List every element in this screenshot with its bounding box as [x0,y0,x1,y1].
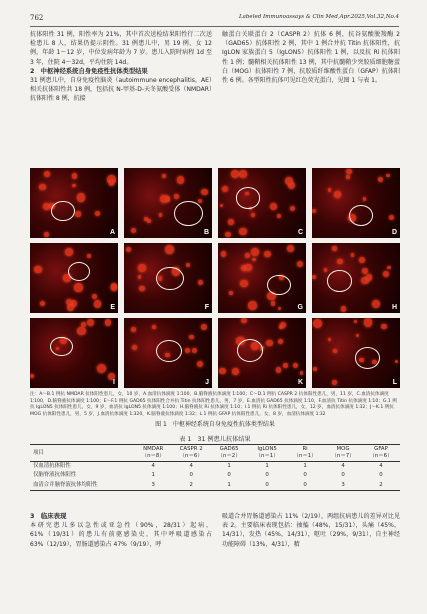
header-count: （n＝8） [141,453,165,459]
fluorescent-cell [278,339,284,345]
fluorescent-cell [138,275,142,279]
fluorescent-cell [245,264,252,271]
highlight-circle [156,340,182,363]
table-cell: 0 [303,481,307,488]
fluorescent-cell [395,360,398,363]
fluorescent-cell [97,364,106,373]
table-header-cell [210,445,248,462]
fluorescent-cell [228,219,234,225]
fluorescent-cell [72,184,75,187]
header-label: IgLON5 [257,446,277,452]
table-cell: 0 [189,472,193,479]
fluorescent-cell [313,319,322,328]
fluorescent-cell [138,264,146,272]
right-column [222,30,400,85]
table-header-cell [286,445,324,462]
paragraph: 31 例患儿中，自身免疫性脑炎（autoimmune encephalitis，AE）相关抗体阳性共 18 例，包括抗 N-甲基-D-天冬氨酸受体（NMDAR）抗体阳性 8 例，抗接 [30,77,212,103]
table-header-cell [172,445,210,462]
table-cell: 0 [265,481,269,488]
panel-label: D [391,229,397,236]
figure-panel-l [312,318,400,388]
panel-label: J [205,379,209,386]
paragraph: 本研究患儿多以急性或亚急性（90%，28/31）起病，61%（19/31）的患儿有前驱感染史，其中呼吸道感染占 63%（12/19），胃肠道感染占 47%（9/19），呼 [30,522,212,548]
fluorescent-cell [251,213,255,217]
fluorescent-cell [201,189,208,196]
panel-label: A [109,229,115,236]
fluorescent-cell [105,319,111,325]
figure-panel-d [312,168,400,238]
panel-label: B [203,229,209,236]
table-cell: 1 [227,481,231,488]
fluorescent-cell [219,368,225,374]
table-cell: 0 [379,472,383,479]
panel-label: H [391,304,397,311]
figure-panel-c [218,168,306,238]
header-label: Ri [302,446,308,452]
fluorescent-cell [381,324,386,329]
highlight-circle [327,270,352,291]
fluorescent-cell [174,194,178,198]
table-cell: 4 [189,463,193,469]
fluorescent-cell [189,335,194,340]
header-label: NMDAR [143,446,164,452]
figure-panel-k [218,318,306,388]
header-label: CASPR 2 [179,446,203,452]
fluorescent-cell [363,197,366,200]
fluorescent-cell [222,186,228,192]
fluorescent-cell [147,219,151,223]
figure-panel-e [30,243,118,313]
fluorescent-cell [198,280,204,286]
table-header-cell [324,445,362,462]
highlight-circle [236,187,261,208]
fluorescent-cell [201,324,207,330]
fluorescent-cell [386,174,389,177]
highlight-circle [349,205,373,226]
fluorescent-cell [248,301,257,310]
table-cell: 4 [151,463,155,469]
fluorescent-cell [264,251,270,257]
table-row [30,471,400,480]
fluorescent-cell [131,327,136,332]
figure-panel-j [124,318,212,388]
fluorescent-cell [30,374,34,378]
fluorescent-cell [240,280,247,287]
fluorescent-cell [72,173,78,179]
header-label: MOG [336,446,350,452]
fluorescent-cell [44,171,50,177]
fluorescent-cell [239,228,246,235]
fluorescent-cell [165,245,174,254]
fluorescent-cell [280,322,286,328]
fluorescent-cell [186,263,190,267]
fluorescent-cell [221,251,226,256]
highlight-circle [156,267,183,291]
fluorescent-cell [346,175,350,179]
fluorescent-cell [312,275,316,279]
fluorescent-cell [387,266,391,270]
highlight-circle [51,201,74,221]
table-body [30,462,400,491]
fluorescent-cell [354,320,358,324]
figure-panel-g [218,243,306,313]
fluorescent-cell [95,211,100,216]
panel-label: K [297,379,303,386]
fluorescent-cell [239,170,247,178]
fluorescent-cell [245,253,250,258]
table-cell: 1 [265,463,269,469]
fluorescent-cell [312,209,316,213]
header-count: （n＝2） [217,453,241,459]
fluorescent-cell [251,248,259,256]
paragraph: 抗体阳性 31 例，阳性率为 21%，其中首次送检结果阳性行二次送检患儿 8 人，结果仍提示阴性。31 例患儿中，男 19 例，女 12 例，年龄 1～12 岁，中位发病年龄为 7 岁。患儿入院时病程 1d 至 3 年，住院 4～32d，平均住院 14d。 [30,31,212,66]
figure-panel-f [124,243,212,313]
fluorescent-cell [74,283,83,292]
section-heading: 3 临床表现 [30,512,67,520]
table-cell: 血清合并脑脊液抗体均阳性 [33,481,98,488]
panel-label: G [297,304,303,311]
fluorescent-cell [192,348,197,353]
fluorescent-cell [324,268,328,272]
table-header-cell [134,445,172,462]
table-header-cell [362,445,400,462]
fluorescent-cell [270,203,277,210]
fluorescent-cell [126,247,131,252]
highlight-circle [50,337,72,356]
section-heading: 2 中枢神经系统自身免疫性抗体类型结果 [30,67,148,75]
fluorescent-cell [356,334,360,338]
highlight-circle [237,339,263,362]
journal-citation: Labeled Immunoassays & Clin Med,Apr.2025,Vol.32,No.4 [238,14,399,20]
header-count: （n＝1） [293,453,317,459]
table-cell: 3 [341,481,345,488]
figure-notes: 注：A～B.1 例抗 NMDAR 抗体阳性患儿，女，10 岁，A.血清抗体滴度 1∶100，B.脑脊液抗体滴度 1∶100；C～D.1 例抗 CASPR 2 抗体阳性患儿，男，11 岁，C.血清抗体滴度 1∶100，D.脑脊液抗体滴度 1∶100；E～F.1 例抗 GAD65 抗体阳性合并抗 Titin 抗体阳性患儿，男，7 岁，E.血清抗 GAD65 抗体滴度 1∶10，F.血清抗 Titin 抗体滴度 1∶10；G.1 例抗 IgLON5 抗体阳性患儿，女，9 岁，血清抗 IgLON5 抗体滴度 1∶100；H.脑脊液抗 Ri 抗体滴度 1∶10；I.1 例抗 Ri 抗体阳性患儿，女，12 岁，血清抗体滴度 1∶32；J～K.1 例抗 MOG 抗体阳性患儿，男，5 岁，J.血清抗体滴度 1∶320，K.脑脊液抗体滴度 1∶32；L.1 例抗 GFAP 抗体阳性患儿，女，8 岁，血清抗体滴度 1∶32 [30,392,397,417]
fluorescent-cell [287,245,294,252]
antibody-table [30,444,400,491]
fluorescent-cell [152,325,156,329]
header-count: （n＝1） [255,453,279,459]
fluorescent-cell [332,380,336,384]
fluorescent-cell [372,300,381,309]
fluorescent-cell [334,191,341,198]
fluorescent-cell [75,211,81,217]
panel-label: F [204,304,209,311]
fluorescent-cell [87,254,91,258]
table-cell: 0 [227,472,231,479]
table-cell: 1 [303,463,307,469]
fluorescent-cell [94,300,101,307]
fluorescent-cell [283,363,287,367]
table-row [30,481,400,491]
fluorescent-cell [276,367,282,373]
fluorescent-cell [351,253,354,256]
fluorescent-cell [277,214,281,218]
fluorescent-cell [241,318,246,323]
fluorescent-cell [297,261,304,268]
fluorescent-cell [40,301,46,307]
page-number: 762 [30,14,44,22]
fluorescent-cell [337,259,343,265]
header-rule [30,26,399,27]
header-label: GAD65 [219,446,239,452]
fluorescent-cell [231,170,239,178]
table-cell: 0 [265,472,269,479]
table-cell: 1 [151,472,155,479]
fluorescent-cell [333,349,337,353]
fluorescent-cell [225,232,231,238]
table-cell: 2 [379,481,383,488]
fluorescent-cell [383,271,389,277]
header-count: （n＝7） [331,453,355,459]
fluorescent-cell [293,363,298,368]
fluorescent-cell [366,274,373,281]
fluorescent-cell [266,340,272,346]
fluorescent-cell [290,206,296,212]
header-label: GFAP [374,446,388,452]
figure-panel-h [312,243,400,313]
table-cell: 0 [303,472,307,479]
table-cell: 仅血清抗体阳性 [33,463,71,469]
fluorescent-cell [346,169,352,175]
fluorescent-cell [341,306,346,311]
fluorescent-cell [328,338,331,341]
header-label: 项目 [33,449,44,456]
fluorescent-cell [229,291,233,295]
bottom-right-column [222,512,400,549]
fluorescent-cell [197,361,203,367]
table-header-row [30,445,400,462]
fluorescent-cell [378,177,383,182]
fluorescent-cell [77,193,85,201]
fluorescent-cell [65,248,73,256]
fluorescent-cell [220,204,223,207]
fluorescent-cell [109,180,115,186]
table-cell: 仅脑脊液抗体阳性 [33,472,77,479]
table-cell: 4 [379,463,383,469]
fluorescent-cell [34,266,41,273]
highlight-circle [68,262,90,281]
panel-label: E [110,304,115,311]
fluorescent-cell [92,294,97,299]
fluorescent-cell [198,199,202,203]
fluorescent-cell [359,257,365,263]
table-cell: 1 [227,463,231,469]
fluorescent-cell [278,307,282,311]
fluorescent-cell [39,184,45,190]
fluorescent-cell [271,301,275,305]
fluorescent-cell [77,327,86,336]
fluorescent-cell [87,319,94,326]
table-title: 表 1 31 例患儿抗体结果 [179,436,251,443]
fluorescent-cell [328,188,331,191]
figure-panel-i [30,318,118,388]
fluorescent-cell [389,215,394,220]
highlight-circle [267,275,291,296]
table-header-cell [248,445,286,462]
fluorescent-cell [132,345,137,350]
header-count: （n＝6） [369,453,393,459]
figure-panel-a [30,168,118,238]
figure-1 [30,168,400,388]
header-count: （n＝6） [179,453,203,459]
table-header-cell [30,445,134,462]
panel-label: L [392,379,397,386]
fluorescent-cell [139,286,144,291]
table-cell: 3 [151,481,155,488]
fluorescent-cell [313,367,317,371]
fluorescent-cell [111,285,117,291]
paragraph: 触蛋白关联蛋白 2（CASPR 2）抗体 6 例，抗谷氨酸脱羧酶 2（GAD65）抗体阳性 2 例，其中 1 例合并抗 Titin 抗体阳性，抗 IgLON 家族蛋白 5（IgLON5）抗体阳性 1 例，以及抗 Ri 抗体阳性 1 例；髓鞘相关抗体阳性 13 例，其中抗髓鞘少突胶质细胞糖蛋白（MOG）抗体阳性 7 例，抗胶质纤维酸性蛋白（GFAP）抗体阳性 6 例。各型阳性抗体可见红色荧光蛋白，见图 1 与表 1。 [222,31,400,85]
fluorescent-cell [232,368,240,376]
highlight-circle [355,347,381,369]
figure-panel-b [124,168,212,238]
fluorescent-cell [159,213,162,216]
table-cell: 2 [189,481,193,488]
fluorescent-cell [300,371,304,375]
fluorescent-cell [162,174,166,178]
fluorescent-cell [177,176,185,184]
table-row [30,462,400,472]
highlight-circle [174,201,203,226]
paragraph: 吸道合并胃肠道感染占 11%（2/19），两组抗病患儿的差异对比见表 2。主要临床表现包括：抽搐（48%，15/31），头痛（45%，14/31），发热（45%，14/31），呕吐（29%，9/31），自主神经功能障碍（13%，4/31），精 [222,513,400,548]
fluorescent-cell [160,195,168,203]
table-cell: 4 [341,463,345,469]
fluorescent-cell [252,258,256,262]
fluorescent-cell [362,268,368,274]
left-column [30,30,212,104]
fluorescent-cell [332,246,336,250]
panel-label: I [113,379,115,386]
fluorescent-cell [185,348,190,353]
figure-title: 图 1 中枢神经系统自身免疫性抗体类型结果 [155,421,275,428]
bottom-left-column [30,512,212,549]
fluorescent-cell [364,318,372,326]
panel-label: C [297,229,303,236]
fluorescent-cell [44,232,49,237]
fluorescent-cell [131,228,136,233]
table-cell: 0 [341,472,345,479]
